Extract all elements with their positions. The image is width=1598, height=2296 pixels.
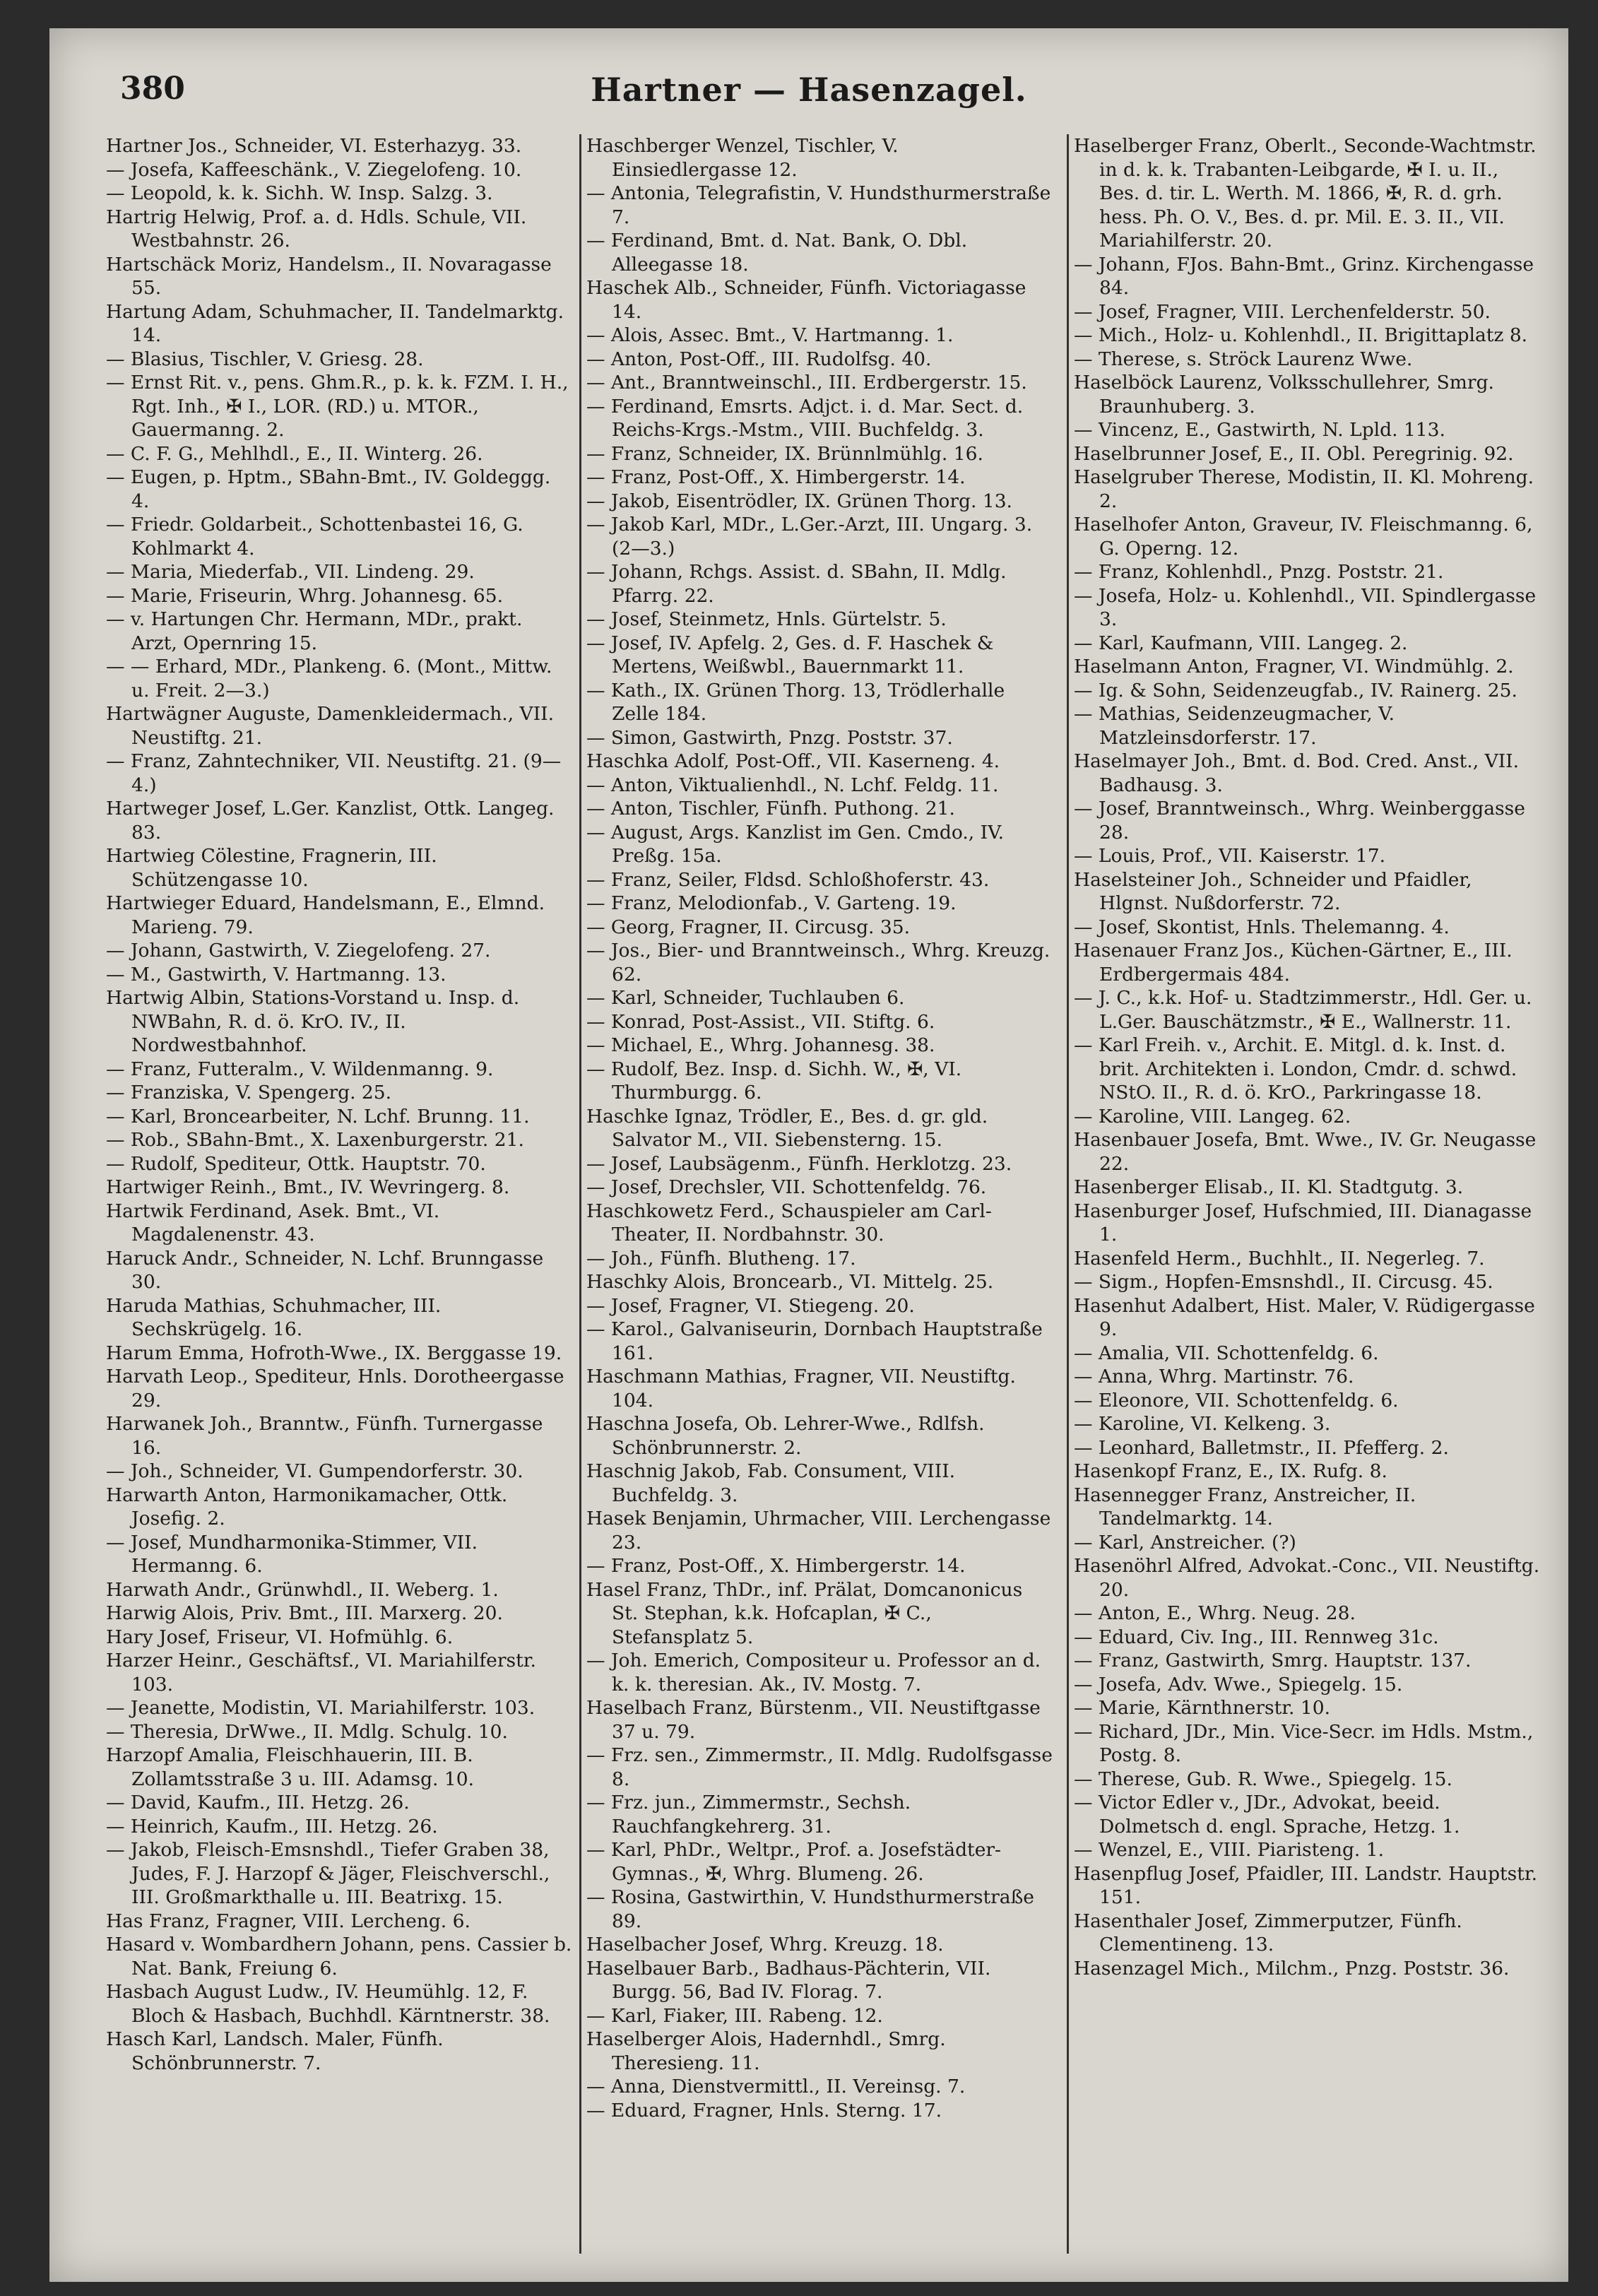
directory-entry: Harwig Alois, Priv. Bmt., III. Marxerg. 20. bbox=[106, 1602, 503, 1624]
directory-entry: — Franz, Post-Off., X. Himbergerstr. 14. bbox=[586, 466, 966, 488]
directory-entry: — Victor Edler v., JDr., Advokat, beeid. Dolmetsch d. engl. Sprache, Hetzg. 1. bbox=[1074, 1792, 1460, 1838]
directory-entry: — Josefa, Adv. Wwe., Spiegelg. 15. bbox=[1074, 1673, 1403, 1696]
directory-entry: — Josef, Branntweinsch., Whrg. Weinberggasse 28. bbox=[1074, 798, 1525, 844]
directory-entry: Haselbach Franz, Bürstenm., VII. Neustiftgasse 37 u. 79. bbox=[586, 1697, 1041, 1743]
directory-entry: — Friedr. Goldarbeit., Schottenbastei 16, G. Kohlmarkt 4. bbox=[106, 514, 523, 560]
directory-entry: — Franz, Seiler, Fldsd. Schloßhoferstr. 43. bbox=[586, 868, 990, 891]
directory-entry: — Ferdinand, Bmt. d. Nat. Bank, O. Dbl. Alleegasse 18. bbox=[586, 230, 968, 276]
column-left bbox=[106, 134, 572, 2261]
directory-entry: — Karl, Schneider, Tuchlauben 6. bbox=[586, 987, 905, 1009]
directory-entry: — Franz, Gastwirth, Smrg. Hauptstr. 137. bbox=[1074, 1650, 1472, 1671]
directory-entry: — Mich., Holz- u. Kohlenhdl., II. Brigittaplatz 8. bbox=[1074, 324, 1528, 346]
directory-entry: — Frz. jun., Zimmermstr., Sechsh. Rauchfangkehrerg. 31. bbox=[586, 1792, 911, 1838]
directory-entry: Haschmann Mathias, Fragner, VII. Neustiftg. 104. bbox=[586, 1366, 1016, 1412]
directory-entry: — David, Kaufm., III. Hetzg. 26. bbox=[106, 1792, 410, 1813]
directory-entry: — Josef, IV. Apfelg. 2, Ges. d. F. Haschek & Mertens, Weißwbl., Bauernmarkt 11. bbox=[586, 632, 994, 677]
directory-entry: — Karoline, VI. Kelkeng. 3. bbox=[1074, 1413, 1331, 1435]
directory-entry: — Joh. Emerich, Compositeur u. Professor an d. k. k. theresian. Ak., IV. Mostg. 7. bbox=[586, 1650, 1041, 1696]
directory-entry: Hartwik Ferdinand, Asek. Bmt., VI. Magdalenenstr. 43. bbox=[106, 1200, 440, 1245]
directory-entry: Hary Josef, Friseur, VI. Hofmühlg. 6. bbox=[106, 1626, 454, 1648]
directory-entry: — Rudolf, Bez. Insp. d. Sichh. W., ✠, VI. Thurmburgg. 6. bbox=[586, 1058, 962, 1103]
directory-entry: — Karol., Galvaniseurin, Dornbach Hauptstraße 161. bbox=[586, 1318, 1043, 1364]
directory-entry: — Franz, Melodionfab., V. Garteng. 19. bbox=[586, 892, 957, 914]
directory-entry: — Jakob, Fleisch-Emsnshdl., Tiefer Graben 38, Judes, F. J. Harzopf & Jäger, Fleischverschl., III. Großmarkthalle u. III. Beatrixg. 15. bbox=[106, 1839, 550, 1908]
directory-entry: — Eduard, Civ. Ing., III. Rennweg 31c. bbox=[1074, 1626, 1439, 1648]
directory-entry: Harwanek Joh., Branntw., Fünfh. Turnergasse 16. bbox=[106, 1413, 543, 1459]
directory-entry: — Anton, Tischler, Fünfh. Puthong. 21. bbox=[586, 798, 955, 819]
directory-entry: Hasenöhrl Alfred, Advokat.-Conc., VII. Neustiftg. 20. bbox=[1074, 1555, 1540, 1601]
column-divider bbox=[1067, 134, 1069, 2254]
directory-entry: Haselberger Franz, Oberlt., Seconde-Wachtmstr. in d. k. k. Trabanten-Leibgarde, ✠ I. u. II., Bes. d. tir. L. Werth. M. 1866, ✠, R. d. grh. hess. Ph. O. V., Bes. d. pr. Mil. E. 3. II., VII. Mariahilferstr. 20. bbox=[1074, 135, 1537, 252]
page-number: 380 bbox=[120, 71, 185, 107]
running-head: Hartner — Hasenzagel. bbox=[591, 71, 1027, 109]
directory-entry: — Joh., Fünfh. Blutheng. 17. bbox=[586, 1247, 856, 1270]
directory-entry: — Karl, PhDr., Weltpr., Prof. a. Josefstädter-Gymnas., ✠, Whrg. Blumeng. 26. bbox=[586, 1839, 1001, 1885]
directory-entry: — Karl, Broncearbeiter, N. Lchf. Brunng. 11. bbox=[106, 1105, 530, 1128]
column-right bbox=[1074, 134, 1540, 2261]
directory-entry: — Eleonore, VII. Schottenfeldg. 6. bbox=[1074, 1389, 1399, 1412]
directory-entry: — Karl, Anstreicher. (?) bbox=[1074, 1531, 1296, 1554]
directory-entry: — Richard, JDr., Min. Vice-Secr. im Hdls. Mstm., Postg. 8. bbox=[1074, 1720, 1534, 1766]
directory-entry: — M., Gastwirth, V. Hartmanng. 13. bbox=[106, 963, 446, 986]
directory-entry: — Johann, Gastwirth, V. Ziegelofeng. 27. bbox=[106, 940, 491, 961]
directory-entry: — Ig. & Sohn, Seidenzeugfab., IV. Rainerg. 25. bbox=[1074, 679, 1517, 702]
directory-entry: Hartwig Albin, Stations-Vorstand u. Insp. d. NWBahn, R. d. ö. KrO. IV., II. Nordwestbahnhof. bbox=[106, 987, 520, 1056]
directory-entry: Haschky Alois, Broncearb., VI. Mittelg. 25. bbox=[586, 1271, 994, 1293]
directory-entry: — Josefa, Holz- u. Kohlenhdl., VII. Spindlergasse 3. bbox=[1074, 584, 1537, 630]
directory-entry: — Rudolf, Spediteur, Ottk. Hauptstr. 70. bbox=[106, 1152, 486, 1175]
directory-entry: Hasenkopf Franz, E., IX. Rufg. 8. bbox=[1074, 1460, 1387, 1482]
directory-entry: Haschnig Jakob, Fab. Consument, VIII. Buchfeldg. 3. bbox=[586, 1460, 956, 1506]
directory-entry: — Johann, FJos. Bahn-Bmt., Grinz. Kirchengasse 84. bbox=[1074, 253, 1534, 299]
directory-entry: — August, Args. Kanzlist im Gen. Cmdo., IV. Preßg. 15a. bbox=[586, 821, 1005, 867]
directory-entry: — Theresia, DrWwe., II. Mdlg. Schulg. 10. bbox=[106, 1720, 508, 1743]
directory-entry: — J. C., k.k. Hof- u. Stadtzimmerstr., Hdl. Ger. u. L.Ger. Bauschätzmstr., ✠ E., Wallnerstr. 11. bbox=[1074, 987, 1532, 1033]
directory-entry: — Josef, Laubsägenm., Fünfh. Herklotzg. 23. bbox=[586, 1152, 1012, 1175]
directory-entry: — Simon, Gastwirth, Pnzg. Poststr. 37. bbox=[586, 726, 953, 749]
directory-entry: — Wenzel, E., VIII. Piaristeng. 1. bbox=[1074, 1839, 1385, 1861]
directory-entry: — Josef, Fragner, VI. Stiegeng. 20. bbox=[586, 1294, 915, 1317]
directory-entry: Hartung Adam, Schuhmacher, II. Tandelmarktg. 14. bbox=[106, 300, 564, 346]
directory-entry: — Georg, Fragner, II. Circusg. 35. bbox=[586, 916, 911, 938]
directory-entry: — Blasius, Tischler, V. Griesg. 28. bbox=[106, 348, 424, 370]
directory-entry: — Anna, Dienstvermittl., II. Vereinsg. 7. bbox=[586, 2076, 966, 2097]
directory-entry: Haselbacher Josef, Whrg. Kreuzg. 18. bbox=[586, 1934, 944, 1955]
directory-entry: — Franziska, V. Spengerg. 25. bbox=[106, 1082, 392, 1103]
directory-entry: Haschberger Wenzel, Tischler, V. Einsiedlergasse 12. bbox=[586, 135, 899, 181]
directory-entry: — Franz, Futteralm., V. Wildenmanng. 9. bbox=[106, 1058, 494, 1080]
directory-entry: Haruda Mathias, Schuhmacher, III. Sechskrügelg. 16. bbox=[106, 1294, 442, 1340]
directory-entry: Hasenzagel Mich., Milchm., Pnzg. Poststr. 36. bbox=[1074, 1957, 1510, 1980]
directory-entry: — Joh., Schneider, VI. Gumpendorferstr. 30. bbox=[106, 1460, 523, 1482]
directory-entry: — Jos., Bier- und Branntweinsch., Whrg. Kreuzg. 62. bbox=[586, 940, 1050, 986]
directory-entry: — Heinrich, Kaufm., III. Hetzg. 26. bbox=[106, 1815, 438, 1838]
directory-entry: Harum Emma, Hofroth-Wwe., IX. Berggasse 19. bbox=[106, 1342, 562, 1364]
directory-entry: Hasard v. Wombardhern Johann, pens. Cassier b. Nat. Bank, Freiung 6. bbox=[106, 1934, 572, 1980]
directory-entry: — Ferdinand, Emsrts. Adjct. i. d. Mar. Sect. d. Reichs-Krgs.-Mstm., VIII. Buchfeldg. 3. bbox=[586, 395, 1024, 441]
directory-entry: Harwarth Anton, Harmonikamacher, Ottk. Josefig. 2. bbox=[106, 1484, 508, 1529]
directory-entry: Haselhofer Anton, Graveur, IV. Fleischmanng. 6, G. Operng. 12. bbox=[1074, 514, 1533, 560]
directory-entry: — Konrad, Post-Assist., VII. Stiftg. 6. bbox=[586, 1010, 935, 1033]
page-header bbox=[49, 71, 1568, 127]
directory-entry: — C. F. G., Mehlhdl., E., II. Winterg. 26. bbox=[106, 442, 483, 465]
directory-entry: — Michael, E., Whrg. Johannesg. 38. bbox=[586, 1034, 935, 1056]
directory-entry: — Antonia, Telegrafistin, V. Hundsthurmerstraße 7. bbox=[586, 182, 1051, 228]
directory-entry: Harvath Leop., Spediteur, Hnls. Dorotheergasse 29. bbox=[106, 1366, 564, 1412]
directory-entry: Hartwägner Auguste, Damenkleidermach., VII. Neustiftg. 21. bbox=[106, 703, 555, 749]
directory-entry: — Therese, s. Ströck Laurenz Wwe. bbox=[1074, 348, 1413, 370]
directory-entry: — Ernst Rit. v., pens. Ghm.R., p. k. k. FZM. I. H., Rgt. Inh., ✠ I., LOR. (RD.) u. MTOR., Gauermanng. 2. bbox=[106, 372, 569, 441]
directory-entry: Hartweger Josef, L.Ger. Kanzlist, Ottk. Langeg. 83. bbox=[106, 798, 555, 844]
directory-entry: Hartschäck Moriz, Handelsm., II. Novaragasse 55. bbox=[106, 253, 552, 299]
directory-entry: — Jakob Karl, MDr., L.Ger.-Arzt, III. Ungarg. 3. (2—3.) bbox=[586, 514, 1033, 560]
directory-entry: Hartrig Helwig, Prof. a. d. Hdls. Schule, VII. Westbahnstr. 26. bbox=[106, 206, 527, 252]
directory-entry: — Johann, Rchgs. Assist. d. SBahn, II. Mdlg. Pfarrg. 22. bbox=[586, 561, 1007, 607]
directory-entry: — Rob., SBahn-Bmt., X. Laxenburgerstr. 21. bbox=[106, 1129, 524, 1151]
directory-entry: Haselberger Alois, Hadernhdl., Smrg. Theresieng. 11. bbox=[586, 2028, 946, 2074]
directory-entry: Haschkowetz Ferd., Schauspieler am Carl-Theater, II. Nordbahnstr. 30. bbox=[586, 1200, 992, 1245]
directory-entry: Hartwieger Eduard, Handelsmann, E., Elmnd. Marieng. 79. bbox=[106, 892, 545, 938]
directory-entry: — Anna, Whrg. Martinstr. 76. bbox=[1074, 1366, 1354, 1387]
directory-page bbox=[49, 28, 1568, 2282]
directory-entry: — Franz, Kohlenhdl., Pnzg. Poststr. 21. bbox=[1074, 561, 1444, 583]
directory-entry: — v. Hartungen Chr. Hermann, MDr., prakt. Arzt, Opernring 15. bbox=[106, 608, 523, 654]
directory-entry: Hasbach August Ludw., IV. Heumühlg. 12, F. Bloch & Hasbach, Buchhdl. Kärntnerstr. 38. bbox=[106, 1981, 550, 2027]
directory-entry: Harzer Heinr., Geschäftsf., VI. Mariahilferstr. 103. bbox=[106, 1650, 536, 1696]
directory-entry: — Amalia, VII. Schottenfeldg. 6. bbox=[1074, 1342, 1379, 1364]
directory-entry: — Franz, Zahntechniker, VII. Neustiftg. 21. (9—4.) bbox=[106, 750, 562, 796]
directory-entry: — Ant., Branntweinschl., III. Erdbergerstr. 15. bbox=[586, 372, 1027, 393]
directory-entry: — — Erhard, MDr., Plankeng. 6. (Mont., Mittw. u. Freit. 2—3.) bbox=[106, 656, 552, 702]
directory-entry: — Mathias, Seidenzeugmacher, V. Matzleinsdorferstr. 17. bbox=[1074, 703, 1395, 749]
directory-entry: Haselbauer Barb., Badhaus-Pächterin, VII. Burgg. 56, Bad IV. Florag. 7. bbox=[586, 1957, 991, 2003]
directory-entry: Hasenhut Adalbert, Hist. Maler, V. Rüdigergasse 9. bbox=[1074, 1294, 1535, 1340]
directory-entry: — Karl, Kaufmann, VIII. Langeg. 2. bbox=[1074, 632, 1408, 654]
column-middle bbox=[586, 134, 1053, 2261]
directory-entry: Hasenburger Josef, Hufschmied, III. Dianagasse 1. bbox=[1074, 1200, 1532, 1245]
directory-entry: Haselmayer Joh., Bmt. d. Bod. Cred. Anst., VII. Badhausg. 3. bbox=[1074, 750, 1520, 796]
directory-entry: Haschka Adolf, Post-Off., VII. Kaserneng. 4. bbox=[586, 750, 1000, 772]
directory-entry: — Leonhard, Balletmstr., II. Pfefferg. 2. bbox=[1074, 1436, 1449, 1459]
directory-entry: — Josefa, Kaffeeschänk., V. Ziegelofeng. 10. bbox=[106, 158, 522, 181]
directory-entry: — Karoline, VIII. Langeg. 62. bbox=[1074, 1105, 1351, 1128]
directory-entry: — Marie, Friseurin, Whrg. Johannesg. 65. bbox=[106, 584, 504, 607]
directory-entry: Haselmann Anton, Fragner, VI. Windmühlg. 2. bbox=[1074, 656, 1514, 677]
directory-entry: — Josef, Drechsler, VII. Schottenfeldg. 76. bbox=[586, 1176, 987, 1198]
directory-entry: — Therese, Gub. R. Wwe., Spiegelg. 15. bbox=[1074, 1768, 1452, 1790]
directory-entry: Haruck Andr., Schneider, N. Lchf. Brunngasse 30. bbox=[106, 1247, 544, 1293]
directory-entry: — Josef, Fragner, VIII. Lerchenfelderstr. 50. bbox=[1074, 300, 1491, 323]
column-divider bbox=[579, 134, 581, 2254]
directory-entry: Hasenfeld Herm., Buchhlt., II. Negerleg. 7. bbox=[1074, 1247, 1485, 1270]
directory-entry: — Leopold, k. k. Sichh. W. Insp. Salzg. 3. bbox=[106, 182, 493, 204]
directory-entry: Hasel Franz, ThDr., inf. Prälat, Domcanonicus St. Stephan, k.k. Hofcaplan, ✠ C., Stefansplatz 5. bbox=[586, 1578, 1023, 1648]
directory-entry: — Louis, Prof., VII. Kaiserstr. 17. bbox=[1074, 845, 1385, 867]
directory-entry: Hasennegger Franz, Anstreicher, II. Tandelmarktg. 14. bbox=[1074, 1484, 1416, 1529]
directory-entry: — Marie, Kärnthnerstr. 10. bbox=[1074, 1697, 1330, 1719]
directory-entry: — Eduard, Fragner, Hnls. Sterng. 17. bbox=[586, 2099, 942, 2122]
directory-entry: — Jakob, Eisentrödler, IX. Grünen Thorg. 13. bbox=[586, 490, 1012, 512]
directory-entry: Hasenthaler Josef, Zimmerputzer, Fünfh. Clementineng. 13. bbox=[1074, 1910, 1462, 1955]
directory-entry: Hasenpflug Josef, Pfaidler, III. Landstr. Hauptstr. 151. bbox=[1074, 1862, 1538, 1908]
directory-entry: Hartner Jos., Schneider, VI. Esterhazyg. 33. bbox=[106, 135, 522, 157]
directory-entry: Haselbrunner Josef, E., II. Obl. Peregrinig. 92. bbox=[1074, 442, 1514, 465]
directory-entry: — Anton, Viktualienhdl., N. Lchf. Feldg. 11. bbox=[586, 774, 999, 796]
directory-entry: Hasek Benjamin, Uhrmacher, VIII. Lerchengasse 23. bbox=[586, 1508, 1051, 1554]
directory-entry: — Karl Freih. v., Archit. E. Mitgl. d. k. Inst. d. brit. Architekten i. London, Cmdr. d. schwd. NStO. II., R. d. ö. KrO., Parkringasse 18. bbox=[1074, 1034, 1517, 1103]
directory-entry: — Rosina, Gastwirthin, V. Hundsthurmerstraße 89. bbox=[586, 1886, 1034, 1932]
directory-entry: Haselböck Laurenz, Volksschullehrer, Smrg. Braunhuberg. 3. bbox=[1074, 372, 1494, 418]
directory-entry: Haselsteiner Joh., Schneider und Pfaidler, Hlgnst. Nußdorferstr. 72. bbox=[1074, 868, 1472, 914]
directory-entry: Haschke Ignaz, Trödler, E., Bes. d. gr. gld. Salvator M., VII. Siebensterng. 15. bbox=[586, 1105, 988, 1151]
directory-entry: Hartwieg Cölestine, Fragnerin, III. Schützengasse 10. bbox=[106, 845, 437, 891]
directory-entry: Hasenauer Franz Jos., Küchen-Gärtner, E., III. Erdbergermais 484. bbox=[1074, 940, 1513, 986]
directory-entry: Haschek Alb., Schneider, Fünfh. Victoriagasse 14. bbox=[586, 277, 1026, 323]
directory-entry: Hasenbauer Josefa, Bmt. Wwe., IV. Gr. Neugasse 22. bbox=[1074, 1129, 1537, 1175]
directory-entry: — Sigm., Hopfen-Emsnshdl., II. Circusg. 45. bbox=[1074, 1271, 1493, 1293]
directory-entry: — Karl, Fiaker, III. Rabeng. 12. bbox=[586, 2004, 883, 2027]
directory-entry: Hartwiger Reinh., Bmt., IV. Wevringerg. 8. bbox=[106, 1176, 510, 1198]
directory-entry: — Josef, Skontist, Hnls. Thelemanng. 4. bbox=[1074, 916, 1450, 938]
directory-entry: — Josef, Steinmetz, Hnls. Gürtelstr. 5. bbox=[586, 608, 947, 630]
directory-entry: — Franz, Schneider, IX. Brünnlmühlg. 16. bbox=[586, 442, 983, 465]
directory-entry: Hasenberger Elisab., II. Kl. Stadtgutg. 3. bbox=[1074, 1176, 1464, 1198]
directory-entry: Has Franz, Fragner, VIII. Lercheng. 6. bbox=[106, 1910, 470, 1932]
directory-entry: — Vincenz, E., Gastwirth, N. Lpld. 113. bbox=[1074, 419, 1445, 441]
directory-entry: — Josef, Mundharmonika-Stimmer, VII. Hermanng. 6. bbox=[106, 1531, 478, 1577]
directory-entry: Harwath Andr., Grünwhdl., II. Weberg. 1. bbox=[106, 1578, 499, 1601]
directory-entry: Harzopf Amalia, Fleischhauerin, III. B. Zollamtsstraße 3 u. III. Adamsg. 10. bbox=[106, 1744, 475, 1790]
directory-entry: — Alois, Assec. Bmt., V. Hartmanng. 1. bbox=[586, 324, 954, 346]
directory-entry: — Anton, E., Whrg. Neug. 28. bbox=[1074, 1602, 1356, 1624]
directory-entry: — Franz, Post-Off., X. Himbergerstr. 14. bbox=[586, 1555, 966, 1577]
directory-entry: — Maria, Miederfab., VII. Lindeng. 29. bbox=[106, 561, 475, 583]
directory-entry: Hasch Karl, Landsch. Maler, Fünfh. Schönbrunnerstr. 7. bbox=[106, 2028, 444, 2074]
directory-entry: — Eugen, p. Hptm., SBahn-Bmt., IV. Goldeggg. 4. bbox=[106, 466, 551, 512]
directory-entry: — Anton, Post-Off., III. Rudolfsg. 40. bbox=[586, 348, 932, 370]
directory-entry: — Frz. sen., Zimmermstr., II. Mdlg. Rudolfsgasse 8. bbox=[586, 1744, 1053, 1790]
directory-entry: — Jeanette, Modistin, VI. Mariahilferstr. 103. bbox=[106, 1697, 535, 1719]
directory-entry: Haschna Josefa, Ob. Lehrer-Wwe., Rdlfsh. Schönbrunnerstr. 2. bbox=[586, 1413, 985, 1459]
directory-entry: — Kath., IX. Grünen Thorg. 13, Trödlerhalle Zelle 184. bbox=[586, 679, 1005, 725]
directory-entry: Haselgruber Therese, Modistin, II. Kl. Mohreng. 2. bbox=[1074, 466, 1534, 512]
